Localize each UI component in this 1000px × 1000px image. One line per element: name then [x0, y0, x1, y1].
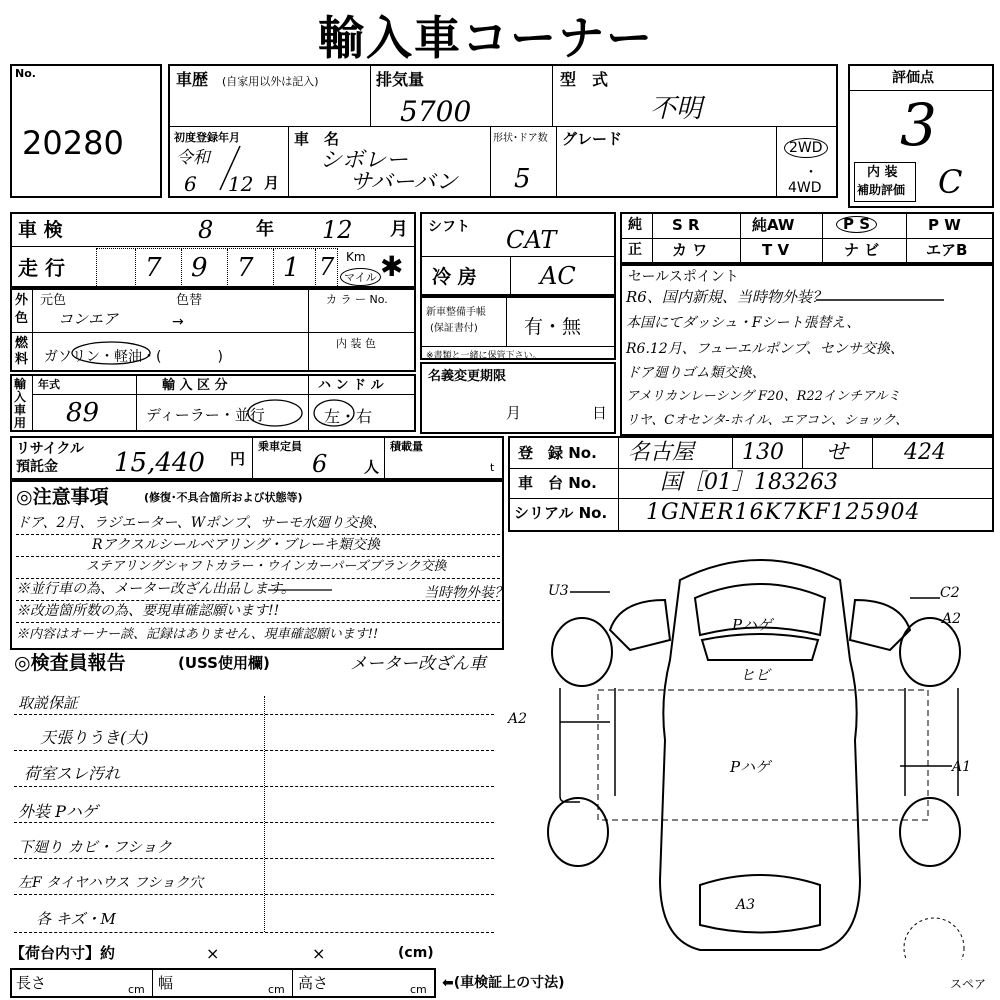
handle-label: ハ ン ド ル — [318, 378, 384, 393]
grade-box — [848, 64, 994, 208]
history-label: 車歴 — [176, 70, 209, 89]
sales-points-block — [620, 264, 994, 436]
import-section: 輸入車用 — [14, 377, 27, 430]
caution-line: ドア、2月、ラジエーター、Wポンプ、サーモ水廻り交換、 — [16, 515, 387, 531]
inspection-year-unit: 年 — [256, 219, 274, 240]
mileage-unit-km: Km — [346, 250, 366, 264]
handle-left-circle — [312, 398, 356, 428]
caution-aside: 当時物外装？ — [424, 585, 508, 601]
sales-points-label: セールスポイント — [628, 269, 739, 285]
interior-label-2: 補助評価 — [857, 183, 906, 197]
reg-no-label: 登 録 No. — [518, 444, 597, 462]
length-cm: cm — [128, 983, 145, 996]
inspector-line: 左F タイヤハウス フショク穴 — [18, 875, 204, 891]
doors-label: 形状･ドア数 — [493, 133, 548, 144]
roof-dashed — [598, 690, 928, 820]
inspector-line: 荷室スレ汚れ — [24, 764, 121, 783]
shift-value: CAT — [506, 226, 557, 254]
import-parallel-circle — [246, 398, 304, 428]
warranty-value: 有・無 — [524, 316, 582, 338]
sales-strike — [812, 290, 952, 310]
spare-label: スペア — [950, 977, 987, 991]
equip-pw: P W — [928, 216, 961, 234]
orig-color: コンエア — [58, 310, 119, 328]
sales-point-line: R6、国内新規、当時物外装？ — [626, 288, 827, 306]
sales-point-line: リヤ、Cオセンタ-ホイル、エアコン、ショック、 — [626, 413, 909, 428]
no-label: No. — [15, 67, 36, 80]
cargo-label: 【荷台内寸】約 — [10, 944, 116, 962]
caution-line: ※並行車の為、メーター改ざん出品します。 — [16, 581, 295, 597]
model-value: 不明 — [650, 94, 703, 124]
fuel-gasoline-circle — [70, 340, 152, 366]
cargo-x1: × — [206, 944, 220, 963]
color-section-1: 外 — [15, 293, 29, 308]
mark-hood: ヒビ — [740, 666, 771, 684]
page-title: 輸入車コーナー — [318, 11, 654, 65]
yen-unit: 円 — [230, 450, 246, 468]
caution-line: ※内容はオーナー談、記録はありません、現車確認願います!! — [16, 627, 379, 642]
serial-no-label: シリアル No. — [514, 504, 608, 522]
width-cm: cm — [268, 983, 285, 996]
warranty-note: ※書類と一緒に保管下さい。 — [426, 351, 542, 361]
equip-airbag: エアB — [926, 241, 968, 259]
grade-value: 3 — [900, 91, 937, 159]
title-change-label: 名義変更期限 — [428, 369, 507, 384]
interior-label-1: 内 装 — [867, 165, 898, 180]
shift-ac-block — [420, 212, 616, 296]
interior-grade: C — [938, 163, 963, 201]
equip-navi: ナ ビ — [844, 241, 880, 259]
first-reg-era: 令和 — [176, 148, 210, 168]
interior-color-label: 内 装 色 — [336, 337, 376, 350]
inspector-line: 取説保証 — [18, 694, 79, 712]
sales-point-line: ドア廻りゴム類交換、 — [626, 365, 766, 381]
sales-point-line: 本国にてダッシュ・Fシート張替え、 — [626, 315, 861, 331]
lot-number-box — [10, 64, 162, 198]
fuel-section-1: 燃 — [15, 336, 29, 351]
warranty-label-1: 新車整備手帳 — [426, 307, 486, 318]
ac-label: 冷 房 — [432, 266, 477, 288]
equip-sr: S R — [672, 216, 700, 234]
inspector-line: 各 キズ・M — [36, 910, 116, 928]
equip-ps: P S — [836, 216, 877, 233]
car-damage-diagram — [520, 540, 1000, 960]
caution-strikes — [12, 482, 506, 652]
capacity-value: 6 — [312, 450, 328, 478]
equip-leather: カ ワ — [672, 241, 708, 259]
grade-name-label: グレード — [562, 130, 623, 148]
inspector-block — [10, 652, 504, 942]
inspection-month-unit: 月 — [390, 219, 408, 240]
caution-line: Rアクスルシールベアリング・ブレーキ類交換 — [92, 537, 380, 553]
title-change-day: 日 — [592, 404, 608, 422]
reg-no-region: 名古屋 — [628, 440, 695, 465]
drive-4wd: 4WD — [788, 180, 822, 196]
mileage-digit: 7 — [319, 253, 335, 281]
model-label: 型 式 — [560, 70, 609, 89]
caution-sub: (修復･不具合箇所および状態等) — [144, 491, 303, 504]
first-reg-month-unit: 月 — [264, 174, 280, 192]
ton-unit: t — [490, 461, 495, 474]
capacity-label: 乗車定員 — [258, 440, 302, 453]
dimensions-row — [10, 968, 436, 998]
equip-tv: T V — [762, 241, 790, 259]
year-label: 年式 — [38, 378, 60, 391]
inspector-line: 外装 Pハゲ — [18, 802, 98, 821]
mileage-unit-mile: マイル — [340, 268, 381, 286]
doors-value: 5 — [514, 164, 531, 194]
title-change-block — [420, 362, 616, 434]
reg-no-number: 424 — [904, 440, 946, 465]
mileage-digit: 7 — [237, 253, 254, 283]
inspection-label: 車 検 — [18, 219, 63, 241]
height-cm: cm — [410, 983, 427, 996]
cargo-x2: × — [312, 944, 326, 963]
color-section-2: 色 — [15, 311, 29, 326]
person-unit: 人 — [364, 458, 380, 476]
equipment-table — [620, 212, 994, 264]
mileage-digit: 9 — [191, 253, 208, 283]
inspection-mileage-block — [10, 212, 416, 288]
mark-roof-p: Pハゲ — [732, 616, 773, 634]
mark-a2-right: A2 — [942, 611, 962, 627]
equip-genuine-2: 正 — [628, 242, 642, 258]
caution-title: ◎注意事項 — [16, 486, 109, 508]
mileage-digit: 7 — [145, 253, 162, 283]
color-fuel-block — [10, 288, 416, 372]
repaint-label: 色替 — [176, 293, 203, 308]
tire-front-right — [900, 618, 960, 686]
model-year: 89 — [66, 398, 100, 428]
inspector-line: 下廻り カビ・フショク — [18, 838, 172, 856]
lot-number: 20280 — [22, 124, 124, 162]
inspection-year: 8 — [198, 216, 214, 244]
mileage-digit: 1 — [283, 253, 300, 283]
title-change-month: 月 — [506, 404, 522, 422]
equip-aw: 純AW — [752, 216, 795, 234]
grade-label: 評価点 — [892, 70, 934, 86]
height-label: 高さ — [298, 974, 329, 992]
inspector-line: 天張りうき(大) — [40, 728, 149, 747]
shift-label: シフト — [428, 219, 470, 235]
car-name-label: 車 名 — [294, 130, 340, 148]
warranty-label-2: (保証書付) — [430, 323, 478, 334]
import-type-label: 輸 入 区 分 — [162, 378, 228, 393]
reg-no-kana: せ — [826, 440, 849, 465]
caution-line: ステアリングシャフトカラー・ウインカーパーズブランク交換 — [86, 559, 447, 574]
caution-block — [10, 480, 508, 650]
reg-no-class: 130 — [742, 440, 784, 465]
length-label: 長さ — [16, 974, 47, 992]
mileage-digit-boxes — [96, 248, 338, 288]
side-body-outlines — [560, 688, 958, 802]
inspector-title: ◎検査員報告 — [14, 652, 126, 674]
displacement-value: 5700 — [400, 95, 472, 128]
fuel-section-2: 料 — [15, 352, 29, 367]
import-block — [10, 374, 416, 432]
mirror-left — [610, 600, 670, 650]
inspector-aside: メーター改ざん車 — [350, 654, 486, 674]
orig-color-label: 元色 — [40, 293, 67, 308]
spare-tire — [904, 918, 964, 960]
serial-no: 1GNER16K7KF125904 — [646, 500, 921, 525]
inspection-month: 12 — [322, 216, 353, 244]
import-type: ディーラー・並行 — [146, 406, 265, 424]
first-reg-year: 6 — [184, 172, 197, 196]
vehicle-info-block — [168, 64, 838, 198]
first-reg-slash — [170, 126, 288, 198]
cargo-unit: (cm) — [398, 945, 434, 961]
first-reg-label: 初度登録年月 — [174, 131, 240, 144]
mark-a2-left: A2 — [508, 711, 528, 727]
recycle-label-2: 預託金 — [16, 459, 58, 475]
displacement-label: 排気量 — [376, 70, 425, 89]
fuel-options: ガソリン・軽油・( ) — [44, 349, 223, 365]
mark-body-p: Pハゲ — [730, 758, 771, 776]
tire-rear-right — [900, 798, 960, 866]
history-note: (自家用以外は記入) — [222, 75, 319, 88]
width-label: 幅 — [158, 974, 174, 992]
color-no-label: カ ラ ー No. — [326, 293, 388, 306]
equip-genuine-1: 純 — [628, 217, 642, 233]
drive-dot: ・ — [804, 165, 818, 181]
car-name-line1: シボレー — [320, 148, 409, 173]
recycle-amount: 15,440 — [114, 448, 205, 478]
mark-c2: C2 — [940, 585, 960, 601]
mileage-mark: ✱ — [380, 250, 404, 283]
recycle-capacity-block — [10, 436, 504, 480]
car-name-line2: サバーバン — [350, 170, 458, 195]
drive-2wd: 2WD — [784, 138, 828, 158]
caution-line: ※改造箇所数の為、要現車確認願います!! — [16, 603, 280, 619]
warranty-block — [420, 296, 616, 360]
mark-a3: A3 — [736, 897, 756, 913]
chassis-no: 国［01］183263 — [660, 470, 838, 495]
sales-point-line: アメリカンレーシング F20、R22インチアルミ — [626, 389, 901, 404]
handle-value: 左・右 — [324, 407, 373, 426]
ac-value: AC — [540, 262, 576, 290]
registration-block — [508, 436, 994, 532]
mark-u3: U3 — [548, 583, 569, 599]
repaint-arrow: → — [172, 314, 184, 330]
interior-grade-label-box — [854, 162, 916, 202]
load-label: 積載量 — [390, 440, 423, 453]
cert-note: ⬅(車検証上の寸法) — [442, 975, 565, 991]
mark-a1: A1 — [952, 759, 972, 775]
recycle-label-1: リサイクル — [16, 441, 85, 457]
tire-front-left — [552, 618, 612, 686]
first-reg-month: 12 — [228, 172, 254, 196]
chassis-no-label: 車 台 No. — [518, 474, 597, 492]
inspector-sub: (USS使用欄) — [178, 654, 270, 672]
tire-rear-left — [548, 798, 608, 866]
mileage-label: 走 行 — [18, 256, 65, 280]
sales-point-line: R6.12月、フューエルポンプ、センサ交換、 — [626, 341, 904, 357]
